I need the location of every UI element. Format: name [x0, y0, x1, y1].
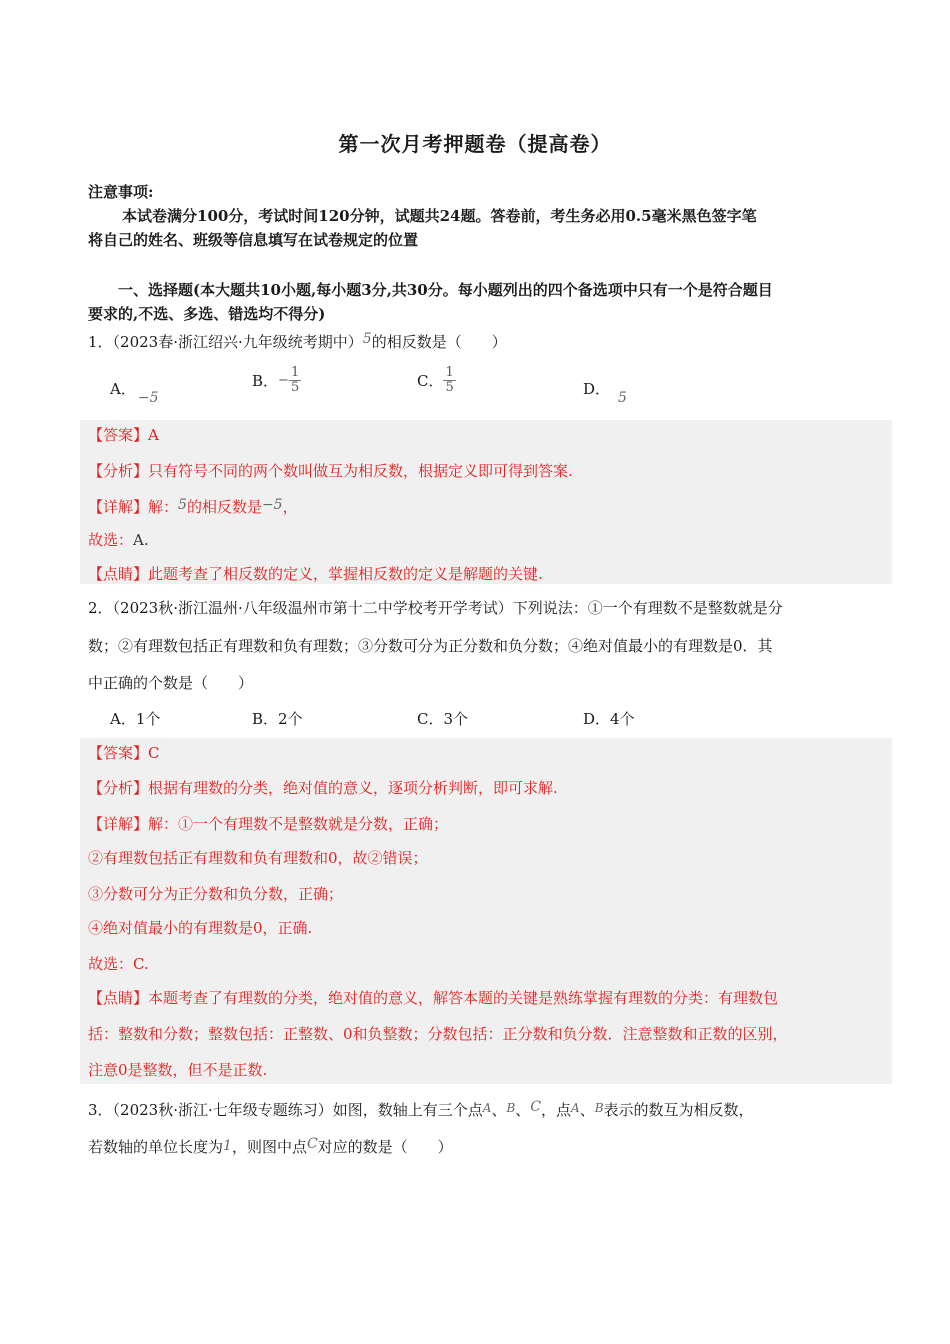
q2-answer: 【答案】C [88, 744, 160, 762]
q1-solution-block [80, 420, 892, 584]
q2-option-a: A．1个 [110, 710, 161, 728]
q2-comment-1: 【点睛】本题考查了有理数的分类，绝对值的意义，解答本题的关键是熟练掌握有理数的分类：有理数包 [88, 989, 779, 1007]
q1-choose: 故选：A. [88, 531, 149, 549]
q2-choose: 故选：C. [88, 955, 149, 973]
section-heading-line-2: 要求的,不选、多选、错选均不得分) [88, 305, 326, 323]
q2-option-b: B．2个 [252, 710, 303, 728]
q1-analysis: 【分析】只有符号不同的两个数叫做互为相反数，根据定义即可得到答案. [88, 462, 573, 480]
q1-comment: 【点睛】此题考查了相反数的定义，掌握相反数的定义是解题的关键. [88, 565, 543, 583]
notice-line-1: 本试卷满分100分，考试时间120分钟，试题共24题。答卷前，考生务必用0.5毫米黑色签字笔 [122, 207, 757, 225]
q2-stem-line-2: 数；②有理数包括正有理数和负有理数；③分数可分为正分数和负分数；④绝对值最小的有理数是0．其 [88, 637, 773, 655]
q2-solution-block [80, 738, 892, 1084]
q3-stem-line-1: 3．（2023秋·浙江·七年级专题练习）如图，数轴上有三个点$^A$、$^B$、C，点$^A$、$^B$表示的数互为相反数， [88, 1099, 754, 1119]
q1-option-c: C． $\frac{1}{5}$ [417, 365, 454, 395]
q3-stem-line-2: 若数轴的单位长度为1，则图中点C对应的数是（ ） [88, 1136, 453, 1156]
q2-comment-2: 括：整数和分数；整数包括：正整数、0和负整数；分数包括：正分数和负分数．注意整数和正数的区别， [88, 1025, 788, 1043]
q2-stem-line-1: 2．（2023秋·浙江温州·八年级温州市第十二中学校考开学考试）下列说法：①一个有理数不是整数就是分 [88, 599, 783, 617]
page-title: 第一次月考押题卷（提高卷） [338, 132, 612, 156]
q2-detail-3: ③分数可分为正分数和负分数，正确； [88, 885, 344, 903]
q1-stem: 1．（2023春·浙江绍兴·九年级统考期中）5的相反数是（ ） [88, 331, 507, 351]
q2-detail-4: ④绝对值最小的有理数是0，正确. [88, 919, 313, 937]
q2-detail-2: ②有理数包括正有理数和负有理数和0，故②错误； [88, 849, 428, 867]
q1-detail: 【详解】解：5的相反数是−5， [88, 497, 298, 516]
q1-option-b: B．− $\frac{1}{5}$ [252, 365, 300, 395]
q2-stem-line-3: 中正确的个数是（ ） [88, 674, 254, 692]
q1-option-d: D． 5 [583, 380, 627, 406]
q2-analysis: 【分析】根据有理数的分类，绝对值的意义，逐项分析判断，即可求解. [88, 779, 558, 797]
section-heading-line-1: 一、选择题(本大题共10小题,每小题3分,共30分。每小题列出的四个备选项中只有一个是符合题目 [118, 281, 773, 299]
q1-answer: 【答案】A [88, 426, 159, 444]
q2-option-c: C．3个 [417, 710, 469, 728]
notice-line-2: 将自己的姓名、班级等信息填写在试卷规定的位置 [88, 231, 419, 249]
q1-option-b-fraction: $\frac{1}{5}$ [290, 365, 300, 395]
q2-option-d: D．4个 [583, 710, 635, 728]
q2-detail-1: 【详解】解：①一个有理数不是整数就是分数，正确； [88, 815, 449, 833]
q1-option-c-fraction: $\frac{1}{5}$ [445, 365, 454, 395]
notice-heading: 注意事项: [88, 183, 154, 201]
q1-stem-math: 5 [362, 331, 372, 347]
q2-comment-3: 注意0是整数，但不是正数. [88, 1061, 268, 1079]
q1-option-a: A． −5 [110, 380, 159, 406]
